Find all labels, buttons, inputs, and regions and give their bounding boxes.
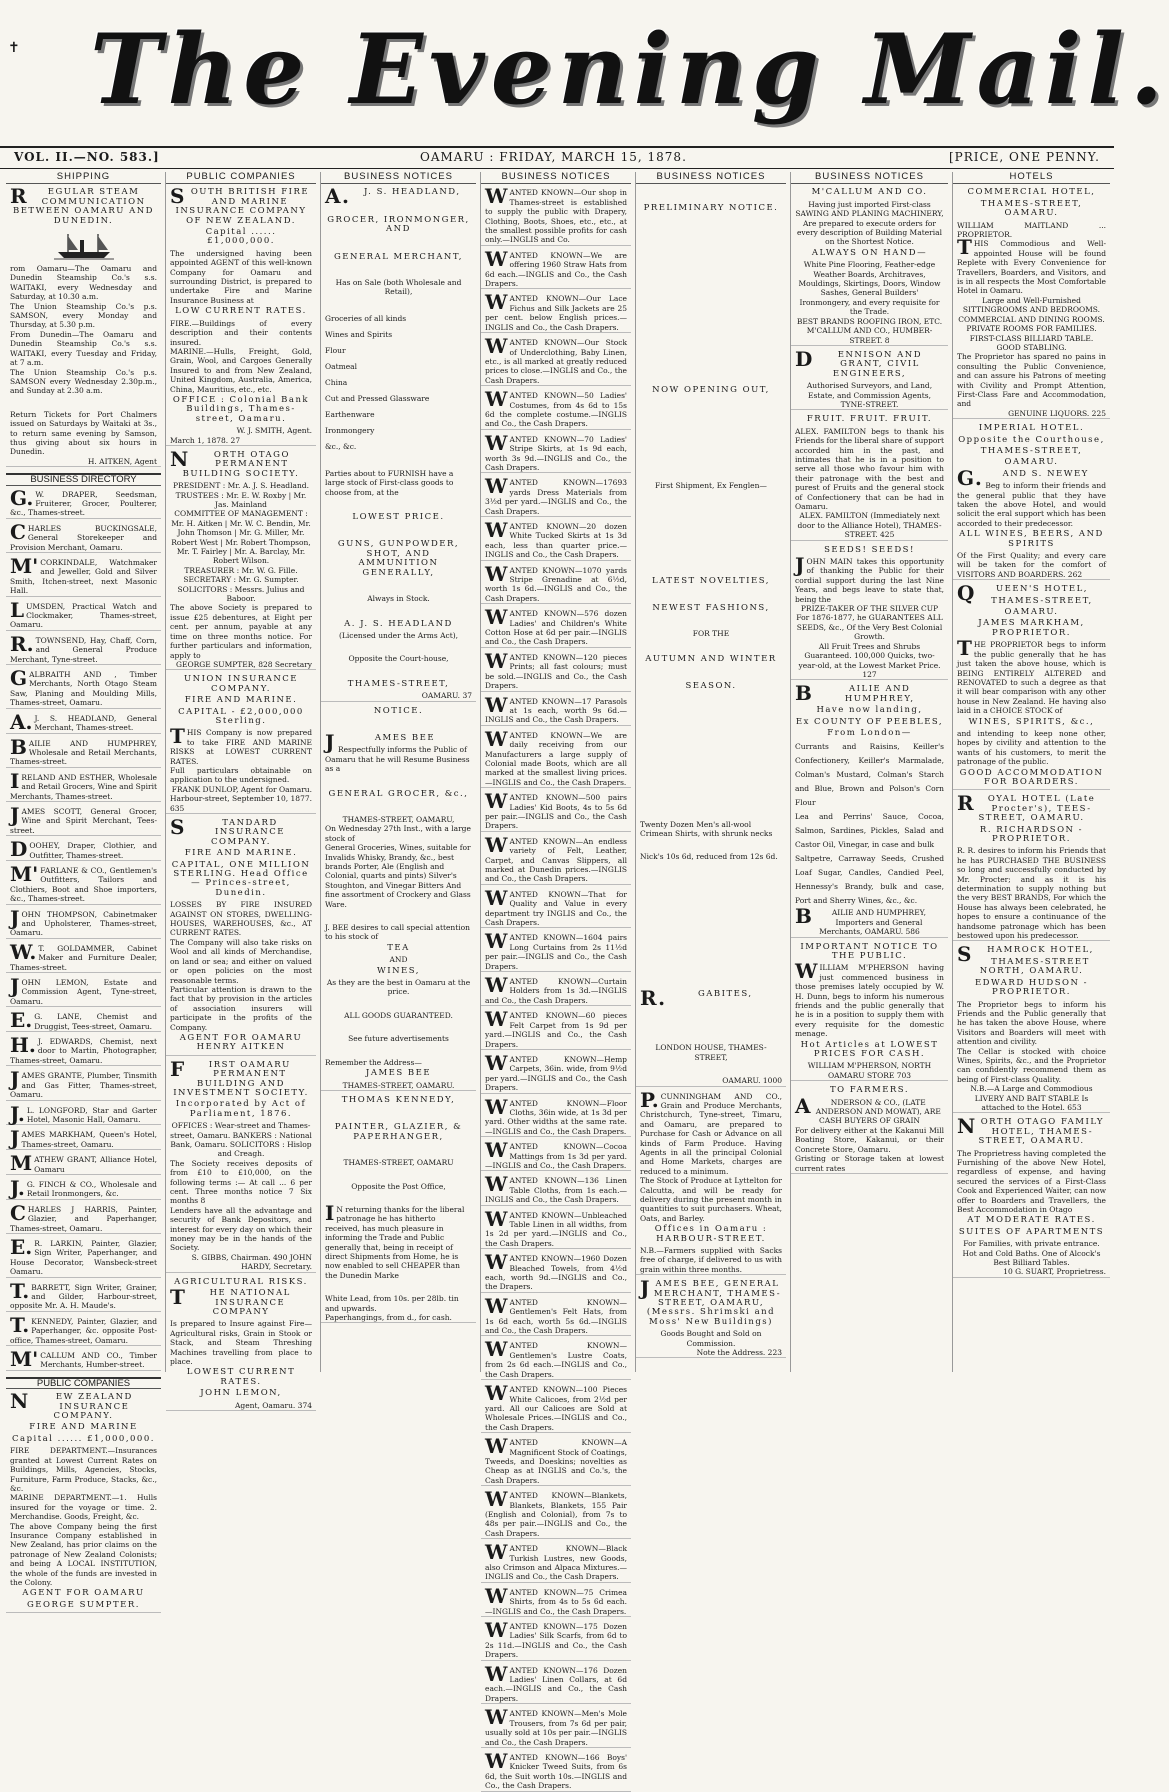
ad-text: GENUINE LIQUORS. 225 bbox=[1008, 408, 1106, 418]
ad-subheading: SEASON. bbox=[685, 681, 737, 692]
ad-subheading: WINES, bbox=[377, 965, 420, 976]
ad-subheading: LOWEST CURRENT RATES. bbox=[186, 1367, 296, 1387]
ad-text: As they are the best in Oamaru at the price. bbox=[326, 978, 471, 997]
ad-address: THAMES-STREET, bbox=[347, 678, 450, 689]
ad-subheading: NEWEST FASHIONS, bbox=[652, 603, 770, 614]
directory-entry: JOHN LEMON, Estate and Commission Agent, Tyne-street, Oamaru. bbox=[6, 978, 161, 1007]
ad-subheading: FIRE AND MARINE. bbox=[184, 695, 298, 706]
ad-address: THAMES-STREET, OAMARU bbox=[343, 1158, 454, 1168]
ad-signature: GEORGE SUMPTER. bbox=[27, 1599, 140, 1610]
section-heading-business-notices: BUSINESS NOTICES bbox=[636, 172, 786, 184]
ad-committee: COMMITTEE OF MANAGEMENT : Mr. H. Aitken | Mr. W. C. Bendin, Mr. John Thomson | Mr. G. Miller, Mr. Robert West | Mr. Robert Thompson, Mr. T. Fairley | Mr. A. Barclay, Mr. Robert Wilson. bbox=[171, 509, 311, 566]
ad-capital: CAPITAL, ONE MILLION STERLING. Head Office — Princes-street, Dunedin. bbox=[171, 859, 311, 898]
wanted-known-ad: WANTED KNOWN—Unbleached Table Linen in all widths, from 1s 2d per yard.—INGLIS and Co., the Cash Drapers. bbox=[481, 1211, 631, 1250]
ad-subheading: PAINTER, GLAZIER, & PAPERHANGER, bbox=[334, 1122, 463, 1142]
directory-entry: J.G. FINCH & CO., Wholesale and Retail Ironmongers, &c. bbox=[6, 1180, 161, 1200]
ad-text: For Families, with private entrance. Hot and Cold Baths. One of Alcock's Best Billiard Tables. bbox=[962, 1239, 1101, 1268]
ad-text: Are prepared to execute orders for every description of Building Material on the Shortest Notice. bbox=[796, 218, 943, 247]
wanted-known-ad: WANTED KNOWN—Gentlemen's Felt Hats, from 1s 6d each, worth 5s 6d.—INGLIS and Co., the Cash Drapers. bbox=[481, 1298, 631, 1337]
wanted-known-ad: WANTED KNOWN—500 pairs Ladies' Kid Boots, 4s to 5s 6d per pair.—INGLIS and Co., the Cash Drapers. bbox=[481, 793, 631, 832]
ad-signature: A. J. S. HEADLAND bbox=[344, 618, 453, 629]
wanted-known-ad: WANTED KNOWN—That for Quality and Value in every department try INGLIS and Co., the Cash Drapers. bbox=[481, 890, 631, 929]
directory-entry: M'FARLANE & CO., Gentlemen's Outfitters, Tailors and Clothiers, Boot and Shoe importers, &c., Thames-street. bbox=[6, 866, 161, 905]
directory-entry: JAMES MARKHAM, Queen's Hotel, Thames-street, Oamaru. bbox=[6, 1130, 161, 1150]
ad-proprietor: WILLIAM MAITLAND ... PROPRIETOR. bbox=[957, 220, 1106, 240]
ad-text: Lenders have all the advantage and security of Bank Depositors, and interest for every day on which their money may be in the hands of the Society. bbox=[170, 1205, 312, 1253]
ad-text: For delivery either at the Kakanui Mill Boating Store, Kakanui, or their Concrete Store, Oamaru. bbox=[795, 1125, 944, 1154]
wanted-known-ad: WANTED KNOWN—Cocoa Mattings from 1s 3d per yard.—INGLIS and Co., the Cash Drapers. bbox=[481, 1142, 631, 1171]
ad-address: OAMARU. 37 bbox=[421, 691, 472, 701]
directory-entry: JAMES SCOTT, General Grocer, Wine and Spirit Merchant, Tees-street. bbox=[6, 807, 161, 836]
masthead bbox=[0, 0, 1169, 142]
ad-text: The Society receives deposits of from £10 to £10,000, on the following terms :— At call ... 6 per cent. Three months notice 7 Six months 8 bbox=[170, 1158, 312, 1206]
directory-entry: R.TOWNSEND, Hay, Chaff, Corn, and General Produce Merchant, Tyne-street. bbox=[6, 636, 161, 665]
directory-entry: DOOHEY, Draper, Clothier, and Outfitter, Thames-street. bbox=[6, 841, 161, 861]
ad-signature: W. J. SMITH, Agent. bbox=[236, 426, 312, 436]
ad-text: Lea and Perrins' Sauce, Cocoa, Salmon, Sardines, Pickles, Salad and Castor Oil, Vinegar, in case and bulk bbox=[795, 812, 944, 850]
directory-entry: E.R. LARKIN, Painter, Glazier, Sign Writer, Paperhanger, and House Decorator, Wansbeck-street Oamaru. bbox=[6, 1239, 161, 1278]
ad-heading: NORTH OTAGO FAMILY HOTEL, THAMES-STREET, OAMARU. bbox=[957, 1114, 1105, 1147]
ad-text: All Fruit Trees and Shrubs Guaranteed. 100,000 Quicks, two-year-old, at the Lowest Market Price. 127 bbox=[798, 641, 941, 679]
section-heading-business-notices: BUSINESS NOTICES bbox=[481, 172, 631, 184]
column-wanted-known bbox=[480, 171, 631, 1791]
wanted-known-ad: WANTED KNOWN—Our Stock of Underclothing, Baby Linen, etc., is all marked at greatly reduced prices to close.—INGLIS and Co., the Cash Drapers. bbox=[481, 338, 631, 386]
ad-text: Respectfully informs the Public of Oamaru that he will Resume Business as a bbox=[325, 745, 470, 774]
wanted-known-ad: WANTED KNOWN—176 Dozen Ladies' Linen Collars, at 6d each.—INGLIS and Co., the Cash Drapers. bbox=[481, 1666, 631, 1705]
ad-text: On Wednesday 27th Inst., with a large stock of bbox=[325, 824, 471, 843]
ad-text: Twenty Dozen Men's all-wool Crimean Shirts, with shrunk necks bbox=[640, 819, 773, 839]
ad-subheading: G.AND S. NEWEY bbox=[957, 465, 1089, 490]
ad-text: General Groceries, Wines, suitable for Invalids Whisky, Brandy, &c., best brands Porter, Ale (English and Colonial, quarts and pints) Silver's Stoughton, and Vinegar Bitters And fine assortment of Crockery and Glass Ware. bbox=[325, 843, 471, 909]
ad-text: Of the First Quality; and every care will be taken for the comfort of VISITORS AND BOARDERS. 262 bbox=[957, 551, 1106, 579]
ad-text: THE PROPRIETOR begs to inform the public generally that he has just taken the above house, which is BEING ENTIRELY ALTERED and RENOVATED to such a degree as that it will bear comparison with any other house in New Zealand. He having also laid in a CHOICE STOCK of bbox=[957, 636, 1106, 716]
ad-text: N.B.—A Large and Commodious LIVERY AND BAIT STABLE Is attached to the Hotel. 653 bbox=[970, 1084, 1093, 1112]
ad-text: IN returning thanks for the liberal patronage he has hitherto received, has much pleasure in informing the Trade and Public generally that, being in receipt of direct Shipments from Home, he is now enabled to sell CHEAPER than the Dunedin Marke bbox=[325, 1200, 465, 1280]
ad-text: LOSSES BY FIRE INSURED AGAINST ON STORES, DWELLING-HOUSES, WAREHOUSES, &c., AT CURRENT RATES. bbox=[170, 900, 312, 938]
ad-heading: UNION INSURANCE COMPANY. bbox=[183, 674, 299, 694]
ad-signature: 10 G. SUART, Proprietress. bbox=[1003, 1267, 1106, 1277]
ad-signature: WILLIAM M'PHERSON, NORTH OAMARU STORE 703 bbox=[807, 1061, 932, 1080]
ad-subheading: GUNS, GUNPOWDER, SHOT, AND AMMUNITION GENERALLY, bbox=[337, 539, 460, 578]
ad-signature: JAMES BEE bbox=[365, 1068, 432, 1079]
directory-entry: CHARLES J HARRIS, Painter, Glazier, and Paperhanger, Thames-street, Oamaru. bbox=[6, 1205, 161, 1234]
ad-signature: H. AITKEN, Agent bbox=[87, 456, 157, 466]
ad-treasurer: TREASURER : Mr. W. G. Fille. SECRETARY : Mr. G. Sumpter. SOLICITORS : Messrs. Julius and Baboor. bbox=[177, 565, 305, 604]
ad-subheading: GROCER, IRONMONGER, AND bbox=[327, 214, 470, 235]
ad-text: JOHN MAIN takes this opportunity of thanking the Public for their cordial support during the last Nine Years, and begs leave to state that, being the bbox=[795, 553, 944, 604]
cross-icon: ✝ bbox=[8, 40, 20, 56]
ad-address: THAMES-STREET NORTH, OAMARU. bbox=[979, 956, 1090, 977]
directory-entry: M'CALLUM AND CO., Timber Merchants, Humber-street. bbox=[6, 1351, 161, 1371]
directory-entry: A.J. S. HEADLAND, General Merchant, Thames-street. bbox=[6, 714, 161, 734]
ad-heading: IMPERIAL HOTEL. bbox=[978, 423, 1085, 434]
directory-entry: IRELAND AND ESTHER, Wholesale and Retail Grocers, Wine and Spirit Merchants, Thames-street. bbox=[6, 773, 161, 802]
ad-text: Always in Stock. bbox=[367, 594, 430, 604]
directory-entry: GALBRAITH AND , Timber Merchants, North Otago Steam Saw, Planing and Moulding Mills, Thames-street, Oamaru. bbox=[6, 670, 161, 709]
ad-text: Opposite the Post Office, bbox=[351, 1181, 446, 1191]
ad-heading: COMMERCIAL HOTEL, bbox=[967, 187, 1096, 198]
ad-text: Authorised Surveyors, and Land, Estate, and Commission Agents, TYNE-STREET. bbox=[806, 381, 933, 409]
ad-subheading: LOWEST PRICE. bbox=[352, 512, 445, 523]
ad-heading: QUEEN'S HOTEL, bbox=[957, 581, 1088, 606]
ad-heading: M'CALLUM AND CO. bbox=[811, 187, 928, 198]
ad-text: Particular attention is drawn to the fact that by provision in the articles of association insurers will participate in the profits of the Company. bbox=[170, 984, 312, 1032]
wanted-known-ad: WANTED KNOWN—A Magnificent Stock of Coatings, Tweeds, and Doeskins; novelties as Cheap as at INGLIS and Co.'s, the Cash Drapers. bbox=[481, 1438, 631, 1486]
wanted-known-ad: WANTED KNOWN—Blankets, Blankets, Blankets, 155 Pair (English and Colonial), from 7s to 48s per pair.—INGLIS and Co., the Cash Drapers. bbox=[481, 1491, 631, 1539]
ad-text: AND bbox=[389, 955, 408, 965]
ad-subheading: TEA bbox=[387, 942, 410, 953]
steamship-icon bbox=[54, 230, 114, 260]
ad-text: Currants and Raisins, Keiller's Confectionery, Keiller's Marmalade, Colman's Mustard, Colman's Starch and Blue, Brown and Polson's Corn Flour bbox=[795, 742, 944, 808]
ad-subheading: AT MODERATE RATES. bbox=[967, 1215, 1096, 1226]
ad-text: THIS Company is now prepared to take FIRE AND MARINE RISKS at LOWEST CURRENT RATES. bbox=[170, 724, 312, 766]
ad-address: OAMARU. 1000 bbox=[722, 1076, 782, 1086]
ad-address: LONDON HOUSE, THAMES-STREET, bbox=[655, 1043, 767, 1062]
wanted-known-ad: WANTED KNOWN—120 pieces Prints; all fast colours; must be sold.—INGLIS and Co., the Cash Drapers. bbox=[481, 653, 631, 692]
ad-capital: CAPITAL - £2,000,000 Sterling. bbox=[178, 706, 304, 726]
ad-text: Return Tickets for Port Chalmers issued on Saturdays by Waitaki at 3s., to return same evening by Samson, thus giving about six hours in Dunedin. bbox=[10, 409, 157, 457]
ad-subheading: ALWAYS ON HAND— bbox=[811, 247, 928, 258]
ad-address: OAMARU. bbox=[1004, 457, 1059, 468]
ad-proprietor: EDWARD HUDSON - PROPRIETOR. bbox=[974, 977, 1089, 998]
ad-proprietor: JAMES MARKHAM, PROPRIETOR. bbox=[978, 618, 1085, 638]
wanted-known-ad: WANTED KNOWN—75 Crimea Shirts, from 4s to 5s 6d each.—INGLIS and Co., the Cash Drapers. bbox=[481, 1588, 631, 1617]
wanted-known-ad: WANTED KNOWN—1070 yards Stripe Grenadine at 6½d, worth 1s 6d.—INGLIS and Co., the Cash Drapers. bbox=[481, 566, 631, 605]
ad-text: WILLIAM M'PHERSON having just commenced business in those premises lately occupied by W. H. Dunn, begs to inform his numerous friends and the public generally that he is in a position to supply them with every requisite for the domestic menage. bbox=[795, 959, 944, 1039]
ad-text: Remember the Address— bbox=[325, 1057, 422, 1067]
ad-text: Goods Bought and Sold on Commission. bbox=[660, 1329, 762, 1348]
ad-address: THAMES-STREET, bbox=[980, 445, 1083, 456]
directory-entry: MATHEW GRANT, Alliance Hotel, Oamaru bbox=[6, 1155, 161, 1175]
ad-capital: Capital ...... £1,000,000. bbox=[205, 227, 277, 247]
ad-text: Is prepared to Insure against Fire—Agricultural risks, Grain in Stook or Stack, and Steam Threshing Machines travelling from place to place. bbox=[170, 1319, 312, 1366]
ad-agent-label: AGENT FOR OAMARU bbox=[22, 1588, 145, 1599]
product-item: Wines and Spirits bbox=[325, 329, 393, 339]
ad-text: White Pine Flooring, Feather-edge Weather Boards, Architraves, Mouldings, Skirtings, Doors, Window Sashes, General Builders' Ironmongery, and every requisite for the Trade. bbox=[798, 260, 941, 317]
wanted-known-ad: WANTED KNOWN—175 Dozen Ladies' Silk Scarfs, from 6d to 2s 11d.—INGLIS and Co., the Cash Drapers. bbox=[481, 1622, 631, 1661]
ad-signature: GEORGE SUMPTER, 828 Secretary bbox=[176, 659, 312, 669]
ad-subheading: Ex COUNTY OF PEEBLES, bbox=[795, 716, 944, 727]
ad-heading: BAILIE AND HUMPHREY, bbox=[795, 681, 915, 706]
ad-heading: R.GABITES, bbox=[640, 985, 753, 1010]
newspaper-title: The Evening Mail. bbox=[90, 13, 1169, 126]
wanted-known-ad: WANTED KNOWN—136 Linen Table Cloths, from 1s each.—INGLIS and Co., the Cash Drapers. bbox=[481, 1176, 631, 1205]
ad-subheading: GENERAL GROCER, &c., bbox=[328, 788, 469, 799]
ad-heading: SHAMROCK HOTEL, bbox=[957, 942, 1094, 967]
ad-text: The above Company being the first Insurance Company established in New Zealand, has prior claims on the patronage of New Zealand Colonists; and being A LOCAL INSTITUTION, the whole of the funds are invested in the Colony. bbox=[10, 1521, 157, 1587]
ad-text: Opposite the Court-house, bbox=[348, 654, 449, 664]
ad-offices: OFFICES : Wear-street and Thames-street, Oamaru. BANKERS : National Bank, Oamaru. SOLICITORS : Hislop and Creagh. bbox=[170, 1121, 312, 1159]
section-heading-public-companies: PUBLIC COMPANIES bbox=[166, 172, 316, 184]
product-item: &c., &c. bbox=[325, 441, 357, 451]
section-heading-shipping: SHIPPING bbox=[6, 172, 161, 184]
wanted-known-ad: WANTED KNOWN—Men's Mole Trousers, from 7s 6d per pair, usually sold at 10s per pair.—INGLIS and Co., the Cash Drapers. bbox=[481, 1709, 631, 1748]
ad-officers: PRESIDENT : Mr. A. J. S. Headland. TRUSTEES : Mr. E. W. Roxby | Mr. Jas. Mainland bbox=[173, 481, 309, 509]
ad-text: Nick's 10s 6d, reduced from 12s 6d. bbox=[640, 852, 778, 862]
ad-text: Full particulars obtainable on application to the undersigned. bbox=[170, 765, 312, 785]
ad-heading: ANDERSON & CO., (LATE ANDERSON AND MOWAT), ARE CASH BUYERS OF GRAIN bbox=[795, 1093, 941, 1126]
issue-price: [PRICE, ONE PENNY. bbox=[948, 150, 1100, 164]
ad-date: Harbour-street, September 10, 1877. 635 bbox=[170, 794, 312, 813]
ad-text: Paperhangings, from d., for cash. bbox=[325, 1313, 452, 1322]
ad-text: The Stock of Produce at Lyttelton for Calcutta, and will be ready for delivery during the present month in quantities to suit purchasers. Wheat, Oats, and Barley. bbox=[640, 1176, 782, 1223]
column-business-notices-1 bbox=[320, 172, 476, 1372]
wanted-known-ad: WANTED KNOWN—Our shop in Thames-street is established to supply the public with Drapery, Clothing, Boots, Shoes, etc., etc., at the smallest possible profits for cash only.—INGLIS and Co. bbox=[481, 188, 631, 245]
directory-entry: CHARLES BUCKINGSALE, General Storekeeper and Provision Merchant, Oamaru. bbox=[6, 524, 161, 553]
wanted-known-ad: WANTED KNOWN—We are daily receiving from our Manufacturers a large supply of Colonial made Boots, which are all marked at the smallest living prices.—INGLIS and Co., the Cash Drapers. bbox=[481, 731, 631, 788]
ad-heading: FRUIT. FRUIT. FRUIT. bbox=[806, 414, 933, 425]
ad-proprietor: R. RICHARDSON - PROPRIETOR. bbox=[979, 824, 1084, 844]
ad-address: OAMARU. bbox=[1004, 607, 1059, 618]
directory-entry: J.L. LONGFORD, Star and Garter Hotel, Masonic Hall, Oamaru. bbox=[6, 1106, 161, 1126]
ad-text: ALL GOODS GUARANTEED. bbox=[344, 1010, 453, 1020]
ad-signature: BAILIE AND HUMPHREY, Importers and General Merchants, OAMARU. 586 bbox=[795, 904, 927, 937]
wanted-known-ad: WANTED KNOWN—We are offering 1960 Straw Hats from 6d each.—INGLIS and Co., the Cash Drapers. bbox=[481, 251, 631, 290]
ad-heading: JAMES BEE bbox=[325, 729, 436, 754]
ad-heading: SOUTH BRITISH FIRE AND MARINE INSURANCE COMPANY OF NEW ZEALAND. bbox=[170, 184, 310, 226]
ad-text: The Union Steamship Co.'s p.s. SAMSON, every Monday and Thursday, at 5.30 p.m. bbox=[10, 301, 157, 330]
wanted-known-ad: WANTED KNOWN—1604 pairs Long Curtains from 2s 11½d per pair.—INGLIS and Co., the Cash Drapers. bbox=[481, 933, 631, 972]
ad-text: Note the Address. 223 bbox=[696, 1348, 782, 1358]
ad-capital: Capital ...... £1,000,000. bbox=[12, 1433, 155, 1444]
ad-signature: S. GIBBS, Chairman. 490 JOHN HARDY, Secretary. bbox=[191, 1252, 312, 1272]
directory-entry: E.G. LANE, Chemist and Druggist, Tees-street, Oamaru. bbox=[6, 1012, 161, 1032]
ad-heading: NEW ZEALAND INSURANCE COMPANY. bbox=[10, 1389, 133, 1422]
product-item: Groceries of all kinds bbox=[325, 313, 407, 323]
ad-subheading: NOW OPENING OUT, bbox=[652, 384, 770, 395]
dateline bbox=[0, 146, 1114, 169]
ad-text: The Company will also take risks on Wool and all kinds of Merchandise, on land or sea; and either on valued or open policies on the most reasonable terms. bbox=[170, 937, 312, 985]
ad-text: The Cellar is stocked with choice Wines, Spirits, &c., and the Proprietor can confidently recommend them as being of First-class Quality. bbox=[957, 1046, 1106, 1084]
ad-text: FIRE.—Buildings of every description and their contents insured. bbox=[170, 318, 312, 347]
wanted-known-ad: WANTED KNOWN—Floor Cloths, 36in wide, at 1s 3d per yard. Other widths at the same rate.—INGLIS and Co., the Cash Drapers. bbox=[481, 1099, 631, 1138]
volume-number: VOL. II.—NO. 583.] bbox=[14, 150, 160, 164]
ad-signature: JOHN LEMON, bbox=[200, 1388, 282, 1399]
product-item: Oatmeal bbox=[325, 361, 358, 371]
ad-text: Beg to inform their friends and the general public that they have taken the above Hotel, and would solicit the eral support which has been accorded to their predecessor. bbox=[957, 481, 1106, 528]
ad-signature: FRANK DUNLOP, Agent for Oamaru. bbox=[171, 784, 312, 794]
ad-office: OFFICE : Colonial Bank Buildings, Thames-street, Oamaru. bbox=[172, 394, 310, 424]
column-shipping bbox=[6, 171, 161, 1610]
ad-heading: THOMAS KENNEDY, bbox=[341, 1094, 456, 1105]
ad-text: P.CUNNINGHAM AND CO., Grain and Produce Merchants, Christchurch, Tyne-street, Timaru, and Oamaru, are prepared to Purchase for Cash or Advance on all kinds of Farm Produce. Having Agents in all the principal Colonial and Home Markets, charges are reduced to a minimum. bbox=[640, 1087, 782, 1176]
section-heading-business-notices: BUSINESS NOTICES bbox=[791, 172, 948, 184]
product-item: Flour bbox=[325, 345, 346, 355]
ad-heading: TO FARMERS. bbox=[829, 1085, 910, 1096]
section-heading-business-notices: BUSINESS NOTICES bbox=[321, 172, 476, 184]
ad-heading: NORTH OTAGO PERMANENT BUILDING SOCIETY. bbox=[170, 446, 300, 479]
ad-text: The Union Steamship Co.'s p.s. SAMSON every Wednesday 2.30p.m., and Sunday at 2.30 a.m. bbox=[10, 367, 157, 396]
wanted-known-ad: WANTED KNOWN—70 Ladies' Stripe Skirts, at 1s 9d each, worth 3s 9d.—INGLIS and Co., the Cash Drapers. bbox=[481, 435, 631, 474]
wanted-known-ad: WANTED KNOWN—Our Lace Fichus and Silk Jackets are 25 per cent. below English prices.—INGLIS and Co., the Cash Drapers. bbox=[481, 294, 631, 333]
ad-signature: M'CALLUM AND CO., HUMBER-STREET. 8 bbox=[806, 326, 933, 345]
wanted-known-ad: WANTED KNOWN—17693 yards Dress Materials from 3½d per yard.—INGLIS and Co., the Cash Drapers. bbox=[481, 478, 631, 517]
wanted-known-ad: WANTED KNOWN—166 Boys' Knicker Tweed Suits, from 6s 6d, the Suit worth 10s.—INGLIS and Co., the Cash Drapers. bbox=[481, 1753, 631, 1792]
ad-subheading: ALL WINES, BEERS, AND SPIRITS bbox=[959, 529, 1104, 549]
ad-subheading: Hot Articles at LOWEST PRICES FOR CASH. bbox=[800, 1039, 939, 1060]
column-business-notices-4 bbox=[790, 172, 948, 1372]
product-list bbox=[325, 311, 472, 455]
product-item: China bbox=[325, 377, 348, 387]
ad-text: FIRE DEPARTMENT.—Insurances granted at Lowest Current Rates on Buildings, Mills, Agencies, Stocks, Furniture, Farm Produce, Stacks, &c., &c. bbox=[10, 1446, 157, 1493]
ad-address: Offices in Oamaru : HARBOUR-STREET. bbox=[654, 1224, 768, 1244]
ad-text: First Shipment, Ex Fenglen— bbox=[655, 481, 767, 491]
ad-text: rom Oamaru—The Oamaru and Dunedin Steamship Co.'s s.s. WAITAKI, every Wednesday and Saturday, at 10.30 a.m. bbox=[10, 264, 157, 302]
section-heading-hotels: HOTELS bbox=[953, 172, 1110, 184]
wanted-known-ad: WANTED KNOWN—Gentlemen's Lustre Coats, from 2s 6d each.—INGLIS and Co., the Cash Drapers. bbox=[481, 1341, 631, 1380]
ad-subheading: LOW CURRENT RATES. bbox=[175, 306, 307, 317]
ad-text: See future advertisements bbox=[348, 1034, 449, 1044]
ad-subheading: FIRE AND MARINE. bbox=[184, 848, 298, 859]
ad-subheading: WINES, SPIRITS, &c., bbox=[968, 716, 1095, 727]
ad-text: The above Society is prepared to issue £25 debentures, at Eight per cent. per annum, payable at any time on three months notice. For further particulars and information, apply to bbox=[170, 603, 312, 660]
ad-text: J. BEE desires to call special attention to his stock of bbox=[325, 923, 471, 942]
directory-entry: W.T. GOLDAMMER, Cabinet Maker and Furniture Dealer, Thames-street. bbox=[6, 944, 161, 973]
ad-heading: THE NATIONAL INSURANCE COMPANY bbox=[170, 1285, 291, 1317]
wanted-known-ad: WANTED KNOWN—100 Pieces White Calicoes, from 2½d per yard. All our Calicoes are Sold at Wholesale Prices.—INGLIS and Co., the Cash Drapers. bbox=[481, 1385, 631, 1433]
ad-text: (Licensed under the Arms Act), bbox=[338, 630, 459, 640]
ad-address: THAMES-STREET, OAMARU. bbox=[980, 198, 1083, 219]
directory-entry: G.W. DRAPER, Seedsman, Fruiterer, Grocer, Poulterer, &c., Thames-street. bbox=[6, 490, 161, 519]
ad-address: THAMES-STREET, OAMARU, bbox=[342, 814, 455, 824]
ad-heading: A.J. S. HEADLAND, bbox=[325, 184, 461, 209]
ad-text: R. R. desires to inform his Friends that he has PURCHASED THE BUSINESS so long and successfully conducted by Mr. Procter; and as it is his determination to supply nothing but the very BEST BRANDS, For which the House has always been celebrated, he hopes to ensure a continuance of the handsome patronage which has been bestowed upon his predecessor. bbox=[957, 846, 1106, 941]
directory-entry: T.BARRETT, Sign Writer, Grainer, and Gilder, Harbour-street, opposite Mr. A. H. Maude's. bbox=[6, 1283, 161, 1312]
ad-text: The Proprietor begs to inform his Friends and the Public generally that he has taken the above House, where Visitors and Boarders will meet with attention and civility. bbox=[957, 999, 1106, 1047]
wanted-known-ad: WANTED KNOWN—17 Parasols at 1s each, worth 9s 6d.—INGLIS and Co., the Cash Drapers. bbox=[481, 697, 631, 726]
ad-heading: SEEDS! SEEDS! bbox=[824, 544, 915, 555]
column-public-companies bbox=[165, 171, 316, 1410]
ad-text: MARINE DEPARTMENT.—1. Hulls insured for the voyage or time. 2. Merchandise. Goods, Freight, &c. bbox=[10, 1493, 157, 1522]
ad-subheading: GENERAL MERCHANT, bbox=[334, 251, 463, 262]
wanted-known-ad: WANTED KNOWN—20 dozen White Tucked Skirts at 1s 3d each, less than quarter price.—INGLIS and Co., the Cash Drapers. bbox=[481, 522, 631, 561]
wanted-known-ad: WANTED KNOWN—Curtain Holders from 1s 3d.—INGLIS and Co., the Cash Drapers. bbox=[481, 977, 631, 1006]
wanted-known-ad: WANTED KNOWN—Black Turkish Lustres, new Goods, also Crimson and Alpaca Mixtures.—INGLIS and Co., the Cash Drapers. bbox=[481, 1544, 631, 1583]
ad-signature: Agent, Oamaru. 374 bbox=[235, 1400, 312, 1410]
ad-heading: NOTICE. bbox=[373, 705, 424, 716]
directory-entry: JAMES GRANTE, Plumber, Tinsmith and Gas Fitter, Thames-street, Oamaru. bbox=[6, 1071, 161, 1100]
ad-address: THAMES-STREET, bbox=[991, 595, 1093, 606]
wanted-known-ad: WANTED KNOWN—1960 Dozen Bleached Towels, from 4½d each, worth 9d.—INGLIS and Co., the Drapers. bbox=[481, 1254, 631, 1293]
ad-text: PRIZE-TAKER OF THE SILVER CUP For 1876-1877, he GUARANTEES ALL SEEDS, &c., Of the Very Best Colonial Growth. bbox=[796, 604, 943, 642]
ad-text: and intending to keep none other, hopes by civility and attention to the wants of his customers, to merit the patronage of the public. bbox=[957, 728, 1106, 767]
ad-subheading: GOOD ACCOMMODATION FOR BOARDERS. bbox=[959, 767, 1104, 787]
ad-heading: AGRICULTURAL RISKS. bbox=[174, 1276, 308, 1287]
section-heading-public-companies: PUBLIC COMPANIES bbox=[6, 1377, 161, 1389]
directory-entry: H.J. EDWARDS, Chemist, next door to Martin, Photographer, Thames-street, Oamaru. bbox=[6, 1037, 161, 1066]
ad-address: THAMES-STREET, OAMARU. bbox=[342, 1080, 455, 1090]
ad-text: The undersigned having been appointed AGENT of this well-known Company for Oamaru and surrounding District, is prepared to undertake Fire and Marine Insurance Business at bbox=[170, 248, 312, 305]
ad-text: The Proprietor has spared no pains in consulting the Public Convenience, and can assure his Patrons of meeting with Civility and Prompt Attention, First-Class Fare and Accommodation, and bbox=[957, 352, 1106, 409]
directory-entry: BAILIE AND HUMPHREY, Wholesale and Retail Merchants, Thames-street. bbox=[6, 739, 161, 768]
column-hotels bbox=[952, 172, 1110, 1372]
ad-subheading: From London— bbox=[827, 727, 912, 738]
ad-text: Saltpetre, Carraway Seeds, Crushed Loaf Sugar, Candles, Candied Peel, Hennessy's Brandy, bulk and case, Port and Sherry Wines, &c., &c. bbox=[795, 854, 944, 906]
product-item: Cut and Pressed Glassware bbox=[325, 393, 430, 403]
ad-text: White Lead, from 10s. per 28lb. tin and upwards. bbox=[325, 1294, 459, 1313]
ad-subheading: LATEST NOVELTIES, bbox=[652, 575, 770, 586]
directory-entry: T.KENNEDY, Painter, Glazier, and Paperhanger, &c. opposite Post-office, Thames-street, Oamaru. bbox=[6, 1317, 161, 1346]
ad-text: N.B.—Farmers supplied with Sacks free of charge, if delivered to us with grain within three months. bbox=[640, 1246, 782, 1274]
ad-heading: JAMES BEE, GENERAL MERCHANT, THAMES-STREET, OAMARU, (Messrs. Shrimski and Moss' New Buildings) bbox=[640, 1276, 782, 1327]
directory-entry: JOHN THOMPSON, Cabinetmaker and Upholsterer, Thames-street, Oamaru. bbox=[6, 910, 161, 939]
directory-entry: LUMSDEN, Practical Watch and Clockmaker, Thames-street, Oamaru. bbox=[6, 602, 161, 631]
directory-entry: M'CORKINDALE, Watchmaker and Jeweller, Gold and Silver Smith, Itchen-street, next Masonic Hall. bbox=[6, 558, 161, 597]
ad-heading: REGULAR STEAM COMMUNICATION BETWEEN OAMARU AND DUNEDIN. bbox=[10, 184, 154, 226]
ad-subheading: SUITES OF APARTMENTS bbox=[958, 1226, 1105, 1237]
wanted-known-ad: WANTED KNOWN—50 Ladies' Costumes, from 4s 6d to 15s 6d the complete costume.—INGLIS and Co., the Cash Drapers. bbox=[481, 391, 631, 430]
issue-date: OAMARU : FRIDAY, MARCH 15, 1878. bbox=[420, 150, 687, 164]
ad-text: Large and Well-Furnished SITTINGROOMS AND BEDROOMS. COMMERCIAL AND DINING ROOMS. PRIVATE ROOMS FOR FAMILIES. FIRST-CLASS BILLIARD TABLE. GOOD STABLING. bbox=[958, 295, 1105, 352]
ad-text: THIS Commodious and Well-appointed House will be found Replete with Every Convenience for Travellers, Boarders, and Visitors, and is in all respects the Most Comfortable Hotel in Oamaru. bbox=[957, 235, 1106, 296]
wanted-known-ad: WANTED KNOWN—576 dozen Ladies' and Children's White Cotton Hose at 6d per pair.—INGLIS and Co., the Cash Drapers. bbox=[481, 609, 631, 648]
ad-text: The Proprietress having completed the Furnishing of the above New Hotel, regardless of expense, and having secured the services of a First-Class Cook and Experienced Waiter, can now offer to Boarders and Travellers, the Best Accommodation in Otago bbox=[957, 1148, 1106, 1215]
ad-text: ALEX. FAMILTON begs to thank his Friends for the liberal share of support accorded him in the past, and intimates that he is in a position to serve all those who favour him with their patronage with the best and purest of Fruits and the general stock of Confectionery that can be had in Oamaru. bbox=[795, 426, 944, 511]
ad-signature: AGENT FOR OAMARU HENRY AITKEN bbox=[179, 1032, 303, 1053]
ad-subheading: Have now landing, bbox=[816, 705, 923, 716]
ad-heading: ROYAL HOTEL (Late Procter's), TEES-STREET, OAMARU. bbox=[957, 791, 1096, 824]
ad-heading: PRELIMINARY NOTICE. bbox=[643, 203, 779, 214]
ad-heading: FIRST OAMARU PERMANENT BUILDING AND INVESTMENT SOCIETY. bbox=[170, 1056, 309, 1098]
ad-subheading: AUTUMN AND WINTER bbox=[645, 653, 777, 664]
product-item: Earthenware bbox=[325, 409, 375, 419]
ad-subheading: FIRE AND MARINE bbox=[29, 1422, 138, 1433]
ad-heading: DENNISON AND GRANT, CIVIL ENGINEERS, bbox=[795, 346, 923, 379]
wanted-known-ad: WANTED KNOWN—Hemp Carpets, 36in. wide, from 9½d per yard.—INGLIS and Co., the Cash Drapers. bbox=[481, 1055, 631, 1094]
ad-heading: IMPORTANT NOTICE TO THE PUBLIC. bbox=[800, 941, 939, 961]
ad-signature: ALEX. FAMILTON (Immediately next door to the Alliance Hotel), THAMES-STREET. 425 bbox=[797, 511, 942, 540]
ad-address: Opposite the Courthouse, bbox=[958, 434, 1105, 445]
ad-heading: STANDARD INSURANCE COMPANY. bbox=[170, 815, 285, 847]
ad-text: BEST BRANDS ROOFING IRON, ETC. bbox=[796, 316, 943, 326]
product-item: Ironmongery bbox=[325, 425, 375, 435]
ad-text: Gristing or Storage taken at lowest current rates bbox=[795, 1154, 944, 1173]
ad-text: Parties about to FURNISH have a large stock of First-class goods to choose from, at the bbox=[325, 468, 454, 497]
column-business-notices-3 bbox=[635, 172, 786, 1372]
ad-date: March 1, 1878. 27 bbox=[170, 435, 241, 445]
ad-text: MARINE.—Hulls, Freight, Gold, Grain, Wool, and Cargoes Generally Insured to and from New Zealand, United Kingdom, Australia, America, China, Mauritius, etc., etc. bbox=[170, 346, 312, 394]
wanted-known-ad: WANTED KNOWN—An endless variety of Felt, Leather, Carpet, and Canvas Slippers, all marked at Dunedin prices.—INGLIS and Co., the Cash Drapers. bbox=[481, 837, 631, 885]
ad-text: From Dunedin—The Oamaru and Dunedin Steamship Co.'s s.s. WAITAKI, every Tuesday and Friday, at 7 a.m. bbox=[10, 329, 157, 368]
ad-text: FOR THE bbox=[692, 629, 730, 639]
section-heading-business-directory: BUSINESS DIRECTORY bbox=[6, 473, 161, 485]
ad-text: Having just imported First-class SAWING AND PLANING MACHINERY, bbox=[795, 199, 944, 219]
ad-text: Has on Sale (both Wholesale and Retail), bbox=[335, 278, 462, 297]
wanted-known-ad: WANTED KNOWN—60 pieces Felt Carpet from 1s 9d per yard.—INGLIS and Co., the Cash Drapers. bbox=[481, 1011, 631, 1050]
ad-subheading: Incorporated by Act of Parliament, 1876. bbox=[175, 1099, 307, 1119]
